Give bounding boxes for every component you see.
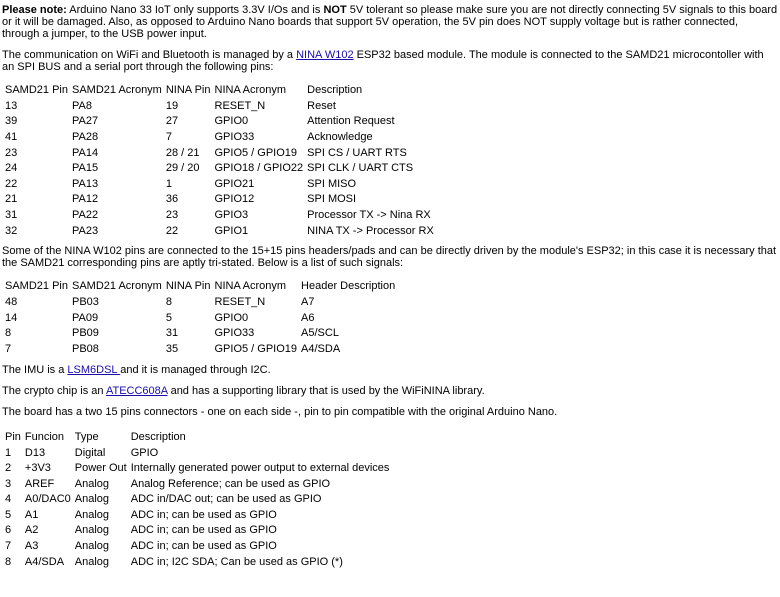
column-header: Description	[130, 430, 186, 443]
column-header: Pin	[5, 430, 21, 443]
table-row	[3, 98, 436, 114]
table-row	[3, 160, 436, 176]
table-cell: PA8	[71, 99, 92, 112]
table-cell: NINA TX -> Processor RX	[307, 224, 434, 237]
table-cell: GPIO0	[214, 115, 249, 128]
table-cell: PA14	[71, 146, 99, 159]
table-cell: Analog	[74, 508, 110, 521]
table-row	[3, 326, 397, 342]
table-cell: ADC in/DAC out; can be used as GPIO	[130, 493, 322, 506]
headers-paragraph: Some of the NINA W102 pins are connected to the 15+15 pins headers/pads and can be directly driven by the module's ESP32; in this case it is necessary that the SAMD21 corresponding pins are aptly tri-stated. Below is a list of such signals:	[2, 245, 777, 270]
board-paragraph: The board has a two 15 pins connectors - one on each side -, pin to pin compatible with the original Arduino Nano.	[2, 405, 558, 418]
note-text-2: 5V tolerant so please make sure you are not directly connecting 5V signals to this board or it will be damaged. Also, as opposed to Arduino Nano boards that support 5V operation, the 5V pin does NOT supply voltage but is rather connected, through a jumper, to the USB power input.	[2, 4, 778, 40]
table-cell: PA27	[71, 115, 99, 128]
column-header: Description	[307, 84, 363, 96]
table-cell: 35	[165, 342, 179, 355]
table-cell: Reset	[307, 99, 336, 112]
table-cell: GPIO21	[214, 177, 255, 190]
crypto-text-1: The crypto chip is an	[2, 384, 106, 397]
table-cell: 7	[165, 130, 172, 143]
table-row	[3, 445, 391, 461]
table-cell: A2	[24, 524, 39, 537]
pin-mapping-table	[3, 82, 436, 238]
column-header: SAMD21 Acronym	[71, 280, 162, 293]
lsm6dsl-link[interactable]: LSM6DSL	[67, 363, 121, 376]
table-cell: SPI MOSI	[307, 193, 357, 206]
crypto-text-2: and has a supporting library that is used by the WiFiNINA library.	[167, 384, 485, 397]
table-cell: GPIO0	[214, 311, 249, 324]
table-cell: GPIO	[130, 446, 159, 459]
column-header: SAMD21 Pin	[5, 84, 68, 96]
table-cell: Attention Request	[307, 115, 395, 128]
table-cell: Analog	[74, 493, 110, 506]
table-cell: Power Out	[74, 462, 127, 475]
table-row	[3, 460, 391, 476]
table-row	[3, 223, 436, 239]
table-cell: PA12	[71, 193, 99, 206]
table-row	[3, 207, 436, 223]
table-cell: Analog	[74, 555, 110, 568]
table-cell: 41	[5, 130, 18, 143]
table-cell: GPIO33	[214, 327, 255, 340]
column-header: Header Description	[301, 280, 396, 293]
table-row	[3, 507, 391, 523]
table-cell: A7	[301, 296, 315, 309]
table-cell: Acknowledge	[307, 130, 373, 143]
table-cell: PA09	[71, 311, 99, 324]
table-row	[3, 192, 436, 208]
table-cell: PB09	[71, 327, 99, 340]
column-header: SAMD21 Pin	[5, 280, 68, 293]
table-row	[3, 176, 436, 192]
table-row	[3, 114, 436, 130]
note-paragraph	[2, 4, 778, 40]
table-cell: 31	[5, 208, 18, 221]
table-cell: 5	[5, 508, 12, 521]
table-cell: GPIO3	[214, 208, 249, 221]
table-cell: AREF	[24, 477, 55, 490]
table-cell: 48	[5, 296, 18, 309]
table-cell: ADC in; can be used as GPIO	[130, 524, 277, 537]
table-cell: 8	[5, 555, 12, 568]
wifi-text-2: ESP32 based module. The module is connected to the SAMD21 microcontoller with an SPI BUS and a serial port through the following pins:	[2, 49, 764, 73]
table-cell: 36	[165, 193, 179, 206]
table-cell: 28 / 21	[165, 146, 200, 159]
table-cell: ADC in; can be used as GPIO	[130, 508, 277, 521]
connector-pinout-table	[3, 429, 391, 570]
table-cell: GPIO5 / GPIO19	[214, 146, 298, 159]
column-header: NINA Acronym	[214, 280, 287, 293]
table-cell: PB08	[71, 342, 99, 355]
table-row	[3, 294, 397, 310]
table-cell: 13	[5, 99, 18, 112]
table-cell: 3	[5, 477, 12, 490]
column-header: Type	[74, 430, 99, 443]
column-header: Funcion	[24, 430, 65, 443]
crypto-paragraph	[2, 385, 778, 397]
table-cell: PA13	[71, 177, 99, 190]
table-cell: 1	[5, 446, 12, 459]
table-cell: RESET_N	[214, 296, 266, 309]
table-cell: PA22	[71, 208, 99, 221]
table-cell: 22	[165, 224, 179, 237]
table-row	[3, 492, 391, 508]
table-cell: A4/SDA	[24, 555, 65, 568]
table-cell: GPIO1	[214, 224, 249, 237]
table-cell: ADC in; can be used as GPIO	[130, 540, 277, 553]
table-cell: GPIO33	[214, 130, 255, 143]
table-cell: 22	[5, 177, 18, 190]
column-header: SAMD21 Acronym	[71, 84, 162, 96]
table-cell: 8	[165, 296, 172, 309]
table-cell: GPIO12	[214, 193, 255, 206]
table-cell: SPI MISO	[307, 177, 357, 190]
table-cell: ADC in; I2C SDA; Can be used as GPIO (*)	[130, 555, 343, 568]
table-cell: Analog	[74, 477, 110, 490]
table-cell: 31	[165, 327, 179, 340]
column-header: NINA Pin	[165, 280, 211, 293]
table-cell: 6	[5, 524, 12, 537]
table-row	[3, 523, 391, 539]
table-cell: 23	[165, 208, 179, 221]
table-header-row	[3, 82, 436, 98]
table-cell: Analog Reference; can be used as GPIO	[130, 477, 331, 490]
table-cell: GPIO18 / GPIO22	[214, 162, 304, 175]
table-cell: 7	[5, 540, 12, 553]
table-cell: A5/SCL	[301, 327, 339, 340]
table-cell: 4	[5, 493, 12, 506]
table-cell: Processor TX -> Nina RX	[307, 208, 431, 221]
table-cell: 27	[165, 115, 179, 128]
column-header: NINA Pin	[165, 84, 211, 96]
table-row	[3, 341, 397, 357]
table-cell: A3	[24, 540, 39, 553]
table-cell: PA23	[71, 224, 99, 237]
imu-text-2: and it is managed through I2C.	[120, 363, 271, 376]
table-cell: 14	[5, 311, 18, 324]
table-row	[3, 538, 391, 554]
table-cell: 7	[5, 342, 12, 355]
table-cell: 1	[165, 177, 172, 190]
table-cell: GPIO5 / GPIO19	[214, 342, 298, 355]
table-row	[3, 476, 391, 492]
table-cell: RESET_N	[214, 99, 266, 112]
table-row	[3, 129, 436, 145]
table-cell: 2	[5, 462, 12, 475]
table-cell: A6	[301, 311, 315, 324]
table-cell: D13	[24, 446, 46, 459]
table-cell: Analog	[74, 540, 110, 553]
table-cell: 19	[165, 99, 179, 112]
table-cell: 21	[5, 193, 18, 206]
nina-w102-link[interactable]: NINA W102	[296, 49, 354, 61]
table-row	[3, 145, 436, 161]
column-header: NINA Acronym	[214, 84, 287, 96]
table-cell: SPI CLK / UART CTS	[307, 162, 414, 175]
table-cell: PB03	[71, 296, 99, 309]
table-cell: 39	[5, 115, 18, 128]
note-not-word: NOT	[323, 4, 347, 16]
table-cell: PA28	[71, 130, 99, 143]
table-cell: Internally generated power output to external devices	[130, 462, 390, 475]
wifi-text-1: The communication on WiFi and Bluetooth is managed by a	[2, 49, 297, 61]
table-row	[3, 310, 397, 326]
table-row	[3, 554, 391, 570]
table-header-row	[3, 278, 397, 294]
table-cell: A1	[24, 508, 39, 521]
table-header-row	[3, 429, 391, 445]
table-cell: 5	[165, 311, 172, 324]
imu-paragraph	[2, 364, 778, 376]
table-cell: 29 / 20	[165, 162, 200, 175]
atecc608a-link[interactable]: ATECC608A	[105, 384, 168, 397]
note-text-1: Arduino Nano 33 IoT only supports 3.3V I/Os and is	[66, 4, 324, 16]
note-label: Please note:	[2, 4, 67, 16]
table-cell: A0/DAC0	[24, 493, 71, 506]
wifi-paragraph	[2, 49, 778, 73]
table-cell: 32	[5, 224, 18, 237]
table-cell: Analog	[74, 524, 110, 537]
table-cell: PA15	[71, 162, 99, 175]
table-cell: 24	[5, 162, 18, 175]
table-cell: 8	[5, 327, 12, 340]
header-signals-table	[3, 278, 397, 356]
table-cell: Digital	[74, 446, 106, 459]
imu-text-1: The IMU is a	[2, 363, 68, 376]
table-cell: SPI CS / UART RTS	[307, 146, 407, 159]
table-cell: 23	[5, 146, 18, 159]
table-cell: +3V3	[24, 462, 51, 475]
table-cell: A4/SDA	[301, 342, 341, 355]
